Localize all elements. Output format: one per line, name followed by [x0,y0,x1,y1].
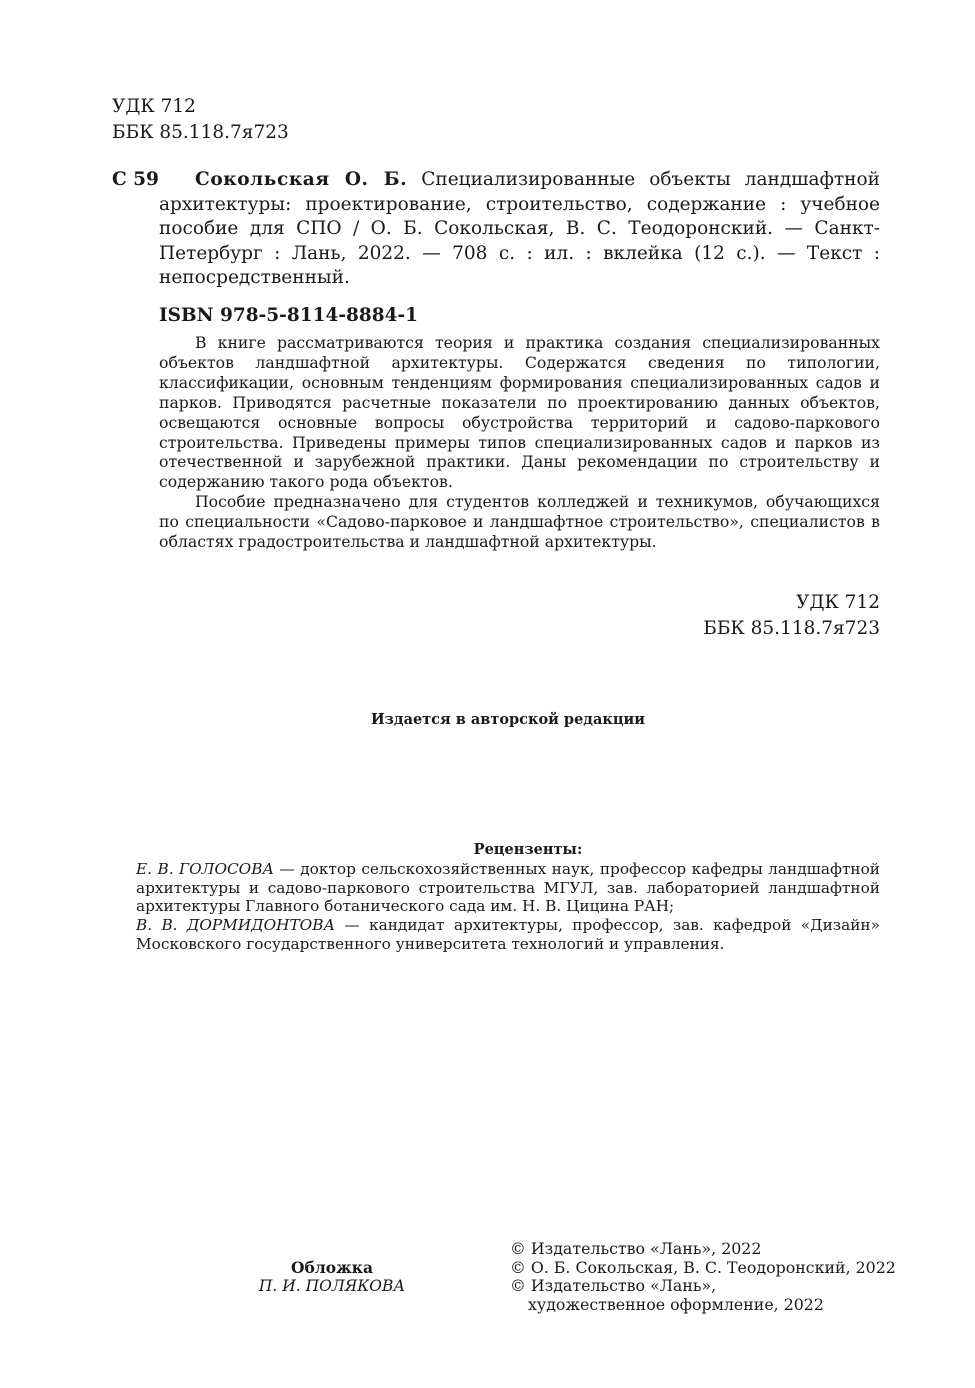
cover-title: Обложка [291,1258,373,1277]
classification-block-top [112,94,289,146]
copyright-line: © О. Б. Сокольская, В. С. Теодоронский, 2022 [510,1257,896,1277]
copyright-line: художественное оформление, 2022 [528,1294,824,1314]
reviewers-block [136,841,880,954]
reviewer-name: В. В. ДОРМИДОНТОВА [136,916,336,935]
edition-note: Издается в авторской редакции [370,711,646,728]
udk-code: УДК 712 [112,96,196,117]
udk-code: УДК 712 [796,592,880,613]
bibliographic-entry [112,168,880,328]
isbn: ISBN 978-5-8114-8884-1 [159,304,419,326]
reviewer-description: — доктор сельскохозяйственных наук, профессор кафедры ландшафтной архитектуры и садово-паркового строительства МГУЛ, зав. лабораторией ландшафтной архитектуры Главного ботанического сада им. Н. В. Цицина РАН; [136,859,881,916]
reviewer-entry [136,916,880,954]
annotation-paragraph: Пособие предназначено для студентов колледжей и техникумов, обучающихся по специальности «Садово-парковое и ландшафтное строительство», специалистов в областях градостроительства и ландшафтной архитектуры. [159,492,880,552]
classification-block-right [703,590,880,642]
copyright-line: © Издательство «Лань», 2022 [510,1239,762,1258]
copyright-line: © Издательство «Лань», [510,1276,717,1296]
bibliographic-description [159,168,880,291]
annotation [159,333,880,552]
author-cipher: С 59 [112,169,159,190]
cover-designer-name: П. И. ПОЛЯКОВА [258,1277,406,1295]
bbk-code: ББК 85.118.7я723 [703,618,880,639]
annotation-paragraph: В книге рассматриваются теория и практика создания специализированных объектов ландшафтной архитектуры. Содержатся сведения по типологии, классификации, основным тенденциям формирования специализированных садов и парков. Приводятся расчетные показатели по проектированию данных объектов, освещаются основные вопросы обустройства территорий и садово-паркового строительства. Приведены примеры типов специализированных садов и парков из отечественной и зарубежной практики. Даны рекомендации по строительству и содержанию такого рода объектов. [159,333,880,492]
bbk-code: ББК 85.118.7я723 [112,122,289,143]
copyright-block [510,1240,896,1314]
cover-credit [222,1258,442,1296]
reviewer-name: Е. В. ГОЛОСОВА [136,859,275,878]
description-text: Специализированные объекты ландшафтной архитектуры: проектирование, строительство, содержание : учебное пособие для СПО / О. Б. Сокольская, В. С. Теодоронский. — Санкт-Петербург : Лань, 2022. — 708 с. : ил. : вклейка (12 с.). — Текст : непосредственный. [159,169,880,288]
reviewer-entry [136,860,880,916]
author-name: Сокольская О. Б. [195,169,408,190]
reviewers-title: Рецензенты: [473,841,583,858]
reviewer-description: — кандидат архитектуры, профессор, зав. кафедрой «Дизайн» Московского государственного университета технологий и управления. [136,916,880,953]
